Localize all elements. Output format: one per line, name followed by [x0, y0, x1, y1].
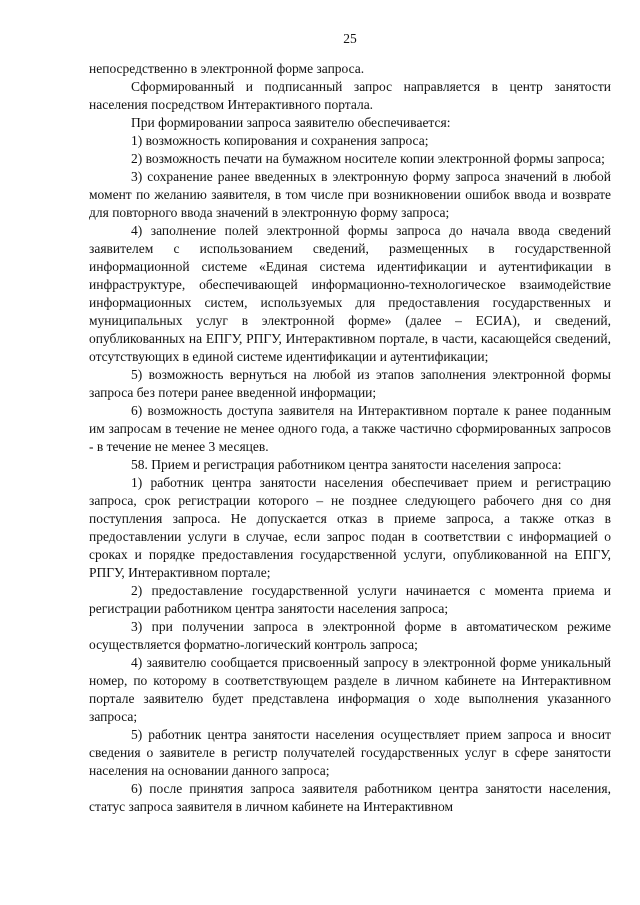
page-number: 25: [343, 31, 357, 46]
document-page: [89, 30, 611, 816]
paragraph: 6) возможность доступа заявителя на Интерактивном портале к ранее поданным им запросам в течение не менее одного года, а также частично сформированных запросов - в течение не менее 3 месяцев.: [89, 403, 611, 454]
paragraph: непосредственно в электронной форме запроса.: [89, 61, 365, 76]
paragraph: 1) работник центра занятости населения обеспечивает прием и регистрацию запроса, срок регистрации которого – не позднее следующего рабочего дня со дня поступления запроса. Не допускается отказ в приеме запроса, а также отказ в предоставлении услуги в случае, если запрос подан в соответствии с информацией о сроках и порядке предоставления государственной услуги, опубликованной на ЕПГУ, РПГУ, Интерактивном портале;: [89, 475, 611, 580]
paragraph: 4) заполнение полей электронной формы запроса до начала ввода сведений заявителем с использованием сведений, размещенных в государственной информационной системе «Единая система идентификации и аутентификации в инфраструктуре, обеспечивающей информационно-технологическое взаимодействие информационных систем, используемых для предоставления государственных и муниципальных услуг в электронной форме» (далее – ЕСИА), и сведений, опубликованных на ЕПГУ, РПГУ, Интерактивном портале, в части, касающейся сведений, отсутствующих в единой системе идентификации и аутентификации;: [89, 223, 611, 364]
paragraph: 3) сохранение ранее введенных в электронную форму запроса значений в любой момент по желанию заявителя, в том числе при возникновении ошибок ввода и возврате для повторного ввода значений в электронную форму запроса;: [89, 169, 611, 220]
paragraph: 5) работник центра занятости населения осуществляет прием запроса и вносит сведения о заявителе в регистр получателей государственных услуг в сфере занятости населения на основании данного запроса;: [89, 727, 611, 778]
paragraph: 5) возможность вернуться на любой из этапов заполнения электронной формы запроса без потери ранее введенной информации;: [89, 367, 611, 400]
paragraph: 3) при получении запроса в электронной форме в автоматическом режиме осуществляется форматно-логический контроль запроса;: [89, 619, 611, 652]
paragraph: 58. Прием и регистрация работником центра занятости населения запроса:: [131, 457, 562, 472]
document-body: [89, 60, 611, 816]
paragraph: 6) после принятия запроса заявителя работником центра занятости населения, статус запроса заявителя в личном кабинете на Интерактивном: [89, 781, 611, 814]
paragraph: 1) возможность копирования и сохранения запроса;: [131, 133, 429, 148]
paragraph: 4) заявителю сообщается присвоенный запросу в электронной форме уникальный номер, по которому в соответствующем разделе в личном кабинете на Интерактивном портале заявителю будет представлена информация о ходе выполнения указанного запроса;: [89, 655, 611, 724]
paragraph: Сформированный и подписанный запрос направляется в центр занятости населения посредством Интерактивного портала.: [89, 79, 611, 112]
paragraph: При формировании запроса заявителю обеспечивается:: [131, 115, 451, 130]
paragraph: 2) предоставление государственной услуги начинается с момента приема и регистрации работником центра занятости населения запроса;: [89, 583, 611, 616]
paragraph: 2) возможность печати на бумажном носителе копии электронной формы запроса;: [131, 151, 605, 166]
